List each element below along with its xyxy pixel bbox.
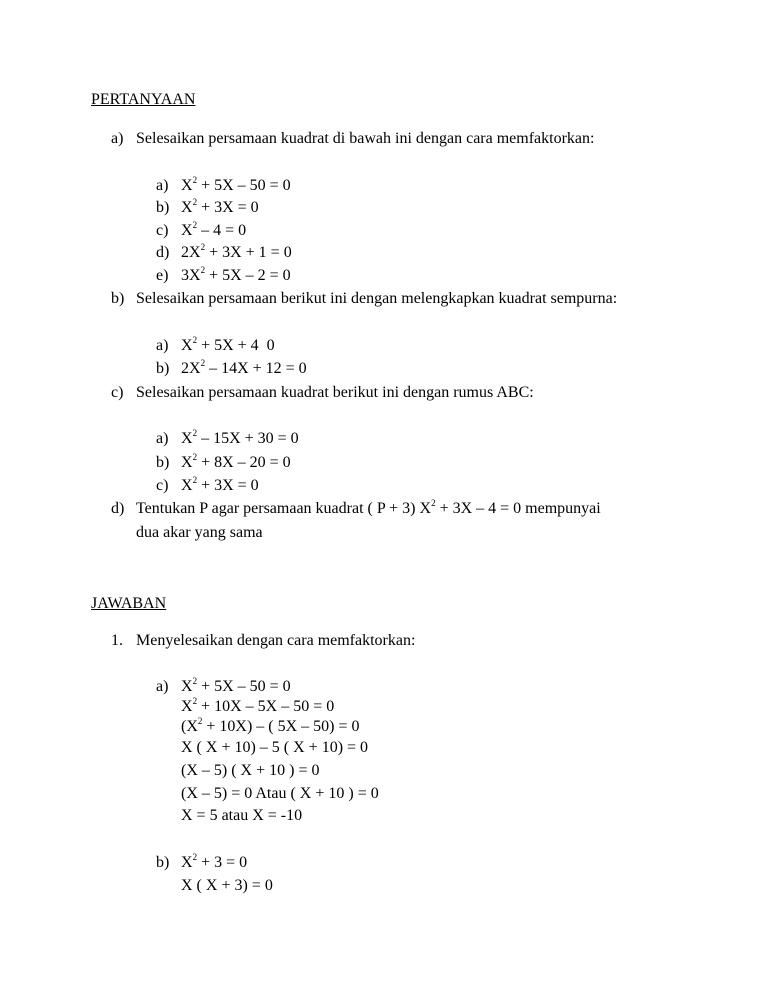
answer-step: (X – 5) ( X + 10 ) = 0: [181, 762, 320, 779]
question-c-text: Selesaikan persamaan kuadrat berikut ini dengan rumus ABC:: [136, 384, 534, 401]
q-c-item-equation: $X^2 + 8X - 20 = 0$: [181, 452, 291, 471]
question-b-label: b): [111, 290, 125, 307]
q-b-item-equation: $X^2 + 5X + 4$ 0: [181, 335, 275, 354]
answer-step: (X – 5) = 0 Atau ( X + 10 ) = 0: [181, 785, 379, 802]
question-d-label: d): [111, 500, 125, 517]
section-heading-jawaban: JAWABAN: [91, 595, 167, 612]
q-a-item-label: d): [156, 244, 170, 261]
question-a-label: a): [111, 130, 124, 147]
q-a-item-equation: $X^2 + 5X - 50 = 0$: [181, 175, 291, 194]
question-c-label: c): [111, 384, 124, 401]
answer-1-text: Menyelesaikan dengan cara memfaktorkan:: [136, 632, 416, 649]
answer-1-label: 1.: [111, 632, 123, 649]
answer-part-b-label: b): [156, 854, 170, 871]
question-d-text: Tentukan P agar persamaan kuadrat ( P + 3) $X^2 + 3X - 4 = 0$ mempunyai: [136, 498, 601, 517]
q-c-item-label: b): [156, 454, 170, 471]
answer-step: $X^2 + 3 = 0$: [181, 852, 248, 871]
q-b-item-label: a): [156, 337, 169, 354]
q-a-item-label: b): [156, 199, 170, 216]
q-a-item-equation: $2X^2 + 3X + 1 = 0$: [181, 242, 292, 261]
question-a-text: Selesaikan persamaan kuadrat di bawah ini dengan cara memfaktorkan:: [136, 130, 595, 147]
answer-step: $(X^2 + 10X)$ – ( 5X – 50) = 0: [181, 716, 360, 735]
q-a-item-equation: $X^2 + 3X = 0$: [181, 197, 259, 216]
q-a-item-equation: $3X^2 + 5X - 2 = 0$: [181, 265, 291, 284]
question-b-text: Selesaikan persamaan berikut ini dengan melengkapkan kuadrat sempurna:: [136, 290, 618, 307]
answer-step: $X^2 + 10X - 5X - 50 = 0$: [181, 696, 335, 715]
question-d-text-line2: dua akar yang sama: [136, 524, 263, 541]
q-a-item-label: c): [156, 222, 169, 239]
q-a-item-label: a): [156, 177, 169, 194]
q-a-item-equation: $X^2 - 4 = 0$: [181, 220, 247, 239]
answer-part-a-label: a): [156, 678, 169, 695]
answer-step: X ( X + 10) – 5 ( X + 10) = 0: [181, 739, 369, 756]
q-c-item-equation: $X^2 - 15X + 30 = 0$: [181, 428, 299, 447]
answer-step: $X^2 + 5X - 50 = 0$: [181, 676, 291, 695]
q-c-item-equation: $X^2 + 3X = 0$: [181, 475, 259, 494]
q-b-item-label: b): [156, 360, 170, 377]
section-heading-pertanyaan: PERTANYAAN: [91, 91, 196, 108]
q-c-item-label: c): [156, 477, 169, 494]
q-a-item-label: e): [156, 267, 169, 284]
answer-step: X = 5 atau X = -10: [181, 807, 303, 824]
q-c-item-label: a): [156, 430, 169, 447]
q-b-item-equation: $2X^2 - 14X + 12 = 0$: [181, 358, 307, 377]
answer-step: X ( X + 3) = 0: [181, 877, 273, 894]
